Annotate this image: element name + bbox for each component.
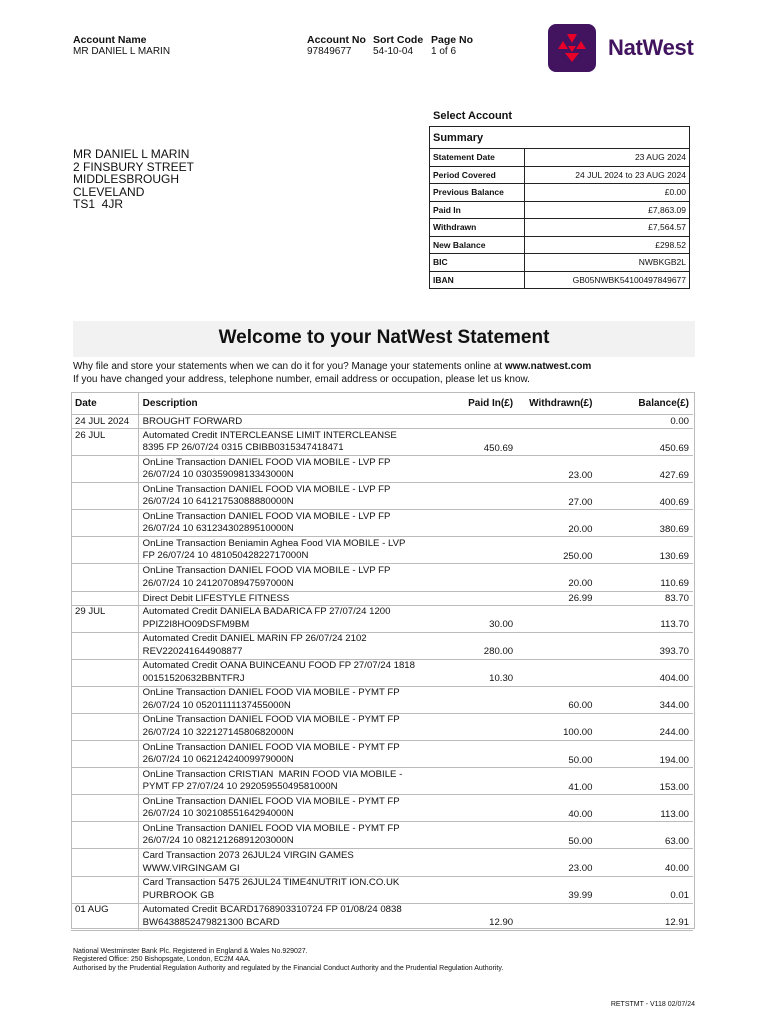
row-description	[138, 510, 448, 537]
row-description-line: Card Transaction 5475 26JUL24 TIME4NUTRIT ION.CO.UK	[142, 877, 400, 888]
row-paid-in	[448, 510, 517, 537]
row-description	[138, 605, 448, 632]
row-withdrawn: 39.99	[517, 876, 596, 903]
summary-row	[430, 271, 690, 289]
row-description-line: Automated Credit DANIEL MARIN FP 26/07/24 2102	[142, 633, 367, 645]
row-date	[71, 510, 138, 537]
row-date	[71, 741, 138, 768]
table-row	[71, 659, 693, 686]
table-row	[71, 876, 693, 903]
row-description-line: 26/07/24 10 05201111137455000N	[142, 699, 291, 711]
legal-footer	[73, 948, 503, 973]
row-description-line: OnLine Transaction Beniamin Aghea Food VIA MOBILE - LVP	[142, 537, 406, 549]
address-line: CLEVELAND	[73, 184, 145, 199]
sort-code: 54-10-04	[373, 46, 414, 57]
row-withdrawn	[517, 415, 596, 429]
summary-label: Withdrawn	[430, 219, 525, 237]
row-balance: 380.69	[596, 510, 693, 537]
row-balance: 40.00	[596, 849, 693, 876]
table-row	[71, 564, 693, 591]
table-row	[71, 537, 693, 564]
intro-line2: If you have changed your address, telephone number, email address or occupation, please let us know.	[73, 373, 530, 385]
row-balance: 0.00	[596, 415, 693, 429]
row-description	[138, 659, 448, 686]
row-withdrawn: 50.00	[517, 822, 596, 849]
row-description-line: 26/07/24 10 30210855164294000N	[142, 808, 294, 820]
row-date: 01 AUG	[71, 903, 138, 930]
summary-value: £7,564.57	[525, 219, 690, 237]
row-withdrawn: 20.00	[517, 564, 596, 591]
row-paid-in	[448, 741, 517, 768]
row-description-line: 26/07/24 10 64121753088880000N	[142, 496, 294, 508]
row-withdrawn: 23.00	[517, 456, 596, 483]
row-date: 29 JUL	[71, 605, 138, 632]
summary-row	[430, 149, 690, 167]
summary-value: GB05NWBK54100497849677	[525, 271, 690, 289]
row-description-line: Automated Credit INTERCLEANSE LIMIT INTERCLEANSE	[142, 429, 397, 441]
table-row	[71, 456, 693, 483]
table-row	[71, 632, 693, 659]
row-paid-in	[448, 822, 517, 849]
table-row	[71, 591, 693, 605]
table-row	[71, 483, 693, 510]
natwest-website-link[interactable]: www.natwest.com	[504, 361, 592, 372]
summary-value: £298.52	[525, 236, 690, 254]
row-paid-in	[448, 768, 517, 795]
row-withdrawn	[517, 903, 596, 930]
row-withdrawn: 50.00	[517, 741, 596, 768]
row-balance: 0.01	[596, 876, 693, 903]
row-description-line: 8395 FP 26/07/24 0315 CBIBB0315347418471	[142, 442, 344, 454]
address-line: MR DANIEL L MARIN	[73, 147, 190, 161]
summary-value: 23 AUG 2024	[525, 149, 690, 167]
row-description-line: PPIZ2I8HO09DSFM9BM	[142, 618, 250, 630]
row-description	[138, 849, 448, 876]
row-description	[138, 741, 448, 768]
row-paid-in: 450.69	[448, 429, 517, 456]
summary-row	[430, 219, 690, 237]
account-name: MR DANIEL L MARIN	[73, 46, 171, 57]
row-description	[138, 768, 448, 795]
row-date	[71, 876, 138, 903]
footer-line: National Westminster Bank Plc. Registered in England & Wales No.929027.	[73, 948, 308, 955]
row-balance: 113.70	[596, 605, 693, 632]
row-description-line: 26/07/24 10 06212424009979000N	[142, 754, 294, 766]
row-description-line: OnLine Transaction DANIEL FOOD VIA MOBILE - LVP FP	[142, 564, 391, 576]
summary-label: Statement Date	[430, 149, 525, 167]
row-withdrawn: 23.00	[517, 849, 596, 876]
row-balance: 113.00	[596, 795, 693, 822]
intro-text	[73, 361, 591, 386]
row-date	[71, 822, 138, 849]
row-date	[71, 713, 138, 740]
row-balance: 244.00	[596, 713, 693, 740]
row-description-line: PYMT FP 27/07/24 10 29205955049581000N	[142, 781, 338, 793]
sort-code-label: Sort Code	[373, 34, 424, 46]
row-description	[138, 903, 448, 930]
account-no: 97849677	[307, 46, 352, 57]
col-balance: Balance(£)	[596, 392, 693, 415]
natwest-chevron-icon	[548, 24, 596, 72]
row-description	[138, 795, 448, 822]
intro-line1: Why file and store your statements when we can do it for you? Manage your statements online at	[73, 361, 505, 372]
row-balance: 400.69	[596, 483, 693, 510]
row-description-line: Automated Credit DANIELA BADARICA FP 27/07/24 1200	[142, 606, 391, 618]
row-description-line: 26/07/24 10 32212714580682000N	[142, 727, 294, 739]
row-date	[71, 795, 138, 822]
row-paid-in	[448, 713, 517, 740]
summary-row	[430, 201, 690, 219]
row-date	[71, 659, 138, 686]
row-description	[138, 876, 448, 903]
summary-row	[430, 236, 690, 254]
row-paid-in	[448, 537, 517, 564]
table-row	[71, 849, 693, 876]
row-description-line: REV220241644908877	[142, 645, 243, 657]
welcome-title: Welcome to your NatWest Statement	[218, 327, 550, 348]
summary-label: Period Covered	[430, 166, 525, 184]
row-paid-in	[448, 795, 517, 822]
row-paid-in	[448, 686, 517, 713]
summary-table	[429, 126, 690, 289]
row-balance: 130.69	[596, 537, 693, 564]
row-date	[71, 537, 138, 564]
col-paid-in: Paid In(£)	[448, 392, 517, 415]
row-balance: 12.91	[596, 903, 693, 930]
row-description-line: Automated Credit BCARD1768903310724 FP 01/08/24 0838	[142, 904, 402, 916]
row-description-line: OnLine Transaction DANIEL FOOD VIA MOBILE - PYMT FP	[142, 795, 400, 807]
row-withdrawn	[517, 429, 596, 456]
col-withdrawn: Withdrawn(£)	[517, 392, 596, 415]
row-description	[138, 632, 448, 659]
row-description	[138, 415, 448, 429]
row-description	[138, 429, 448, 456]
row-withdrawn	[517, 659, 596, 686]
table-row	[71, 903, 693, 930]
summary-title: Summary	[430, 127, 690, 149]
row-description-line: OnLine Transaction CRISTIAN MARIN FOOD VIA MOBILE -	[142, 768, 403, 780]
row-description	[138, 564, 448, 591]
row-description	[138, 822, 448, 849]
row-withdrawn: 250.00	[517, 537, 596, 564]
row-description-line: 26/07/24 10 08212126891203000N	[142, 835, 294, 847]
row-balance: 194.00	[596, 741, 693, 768]
row-description-line: OnLine Transaction DANIEL FOOD VIA MOBILE - PYMT FP	[142, 687, 400, 699]
row-description-line: 26/07/24 10 63123430289510000N	[142, 523, 294, 535]
table-row	[71, 768, 693, 795]
row-withdrawn: 26.99	[517, 591, 596, 605]
row-date	[71, 686, 138, 713]
row-paid-in: 280.00	[448, 632, 517, 659]
row-date	[71, 564, 138, 591]
summary-row	[430, 254, 690, 272]
table-row	[71, 741, 693, 768]
row-paid-in: 30.00	[448, 605, 517, 632]
row-description-line: OnLine Transaction DANIEL FOOD VIA MOBILE - LVP FP	[142, 510, 391, 522]
row-description	[138, 713, 448, 740]
summary-value: 24 JUL 2024 to 23 AUG 2024	[525, 166, 690, 184]
row-description	[138, 456, 448, 483]
row-date	[71, 456, 138, 483]
row-description-line: OnLine Transaction DANIEL FOOD VIA MOBILE - LVP FP	[142, 483, 391, 495]
row-withdrawn	[517, 605, 596, 632]
address-line: TS1 4JR	[73, 197, 124, 211]
row-paid-in	[448, 849, 517, 876]
row-date: 24 JUL 2024	[71, 415, 138, 429]
row-balance: 344.00	[596, 686, 693, 713]
row-balance: 83.70	[596, 591, 693, 605]
footer-line: Authorised by the Prudential Regulation Authority and regulated by the Financial Conduct Authority and the Prudential Regulation Authority.	[73, 964, 504, 972]
summary-value: NWBKGB2L	[525, 254, 690, 272]
page-no-label: Page No	[431, 34, 474, 46]
page-no: 1 of 6	[431, 46, 457, 57]
table-row	[71, 415, 693, 429]
row-withdrawn: 60.00	[517, 686, 596, 713]
row-paid-in	[448, 415, 517, 429]
postal-address	[73, 148, 194, 211]
row-description-line: BROUGHT FORWARD	[142, 416, 243, 427]
row-paid-in: 12.90	[448, 903, 517, 930]
table-row	[71, 713, 693, 740]
document-reference: RETSTMT - V118 02/07/24	[610, 1001, 695, 1008]
row-paid-in	[448, 876, 517, 903]
row-description	[138, 591, 448, 605]
row-withdrawn: 41.00	[517, 768, 596, 795]
col-description: Description	[138, 392, 448, 415]
address-line: 2 FINSBURY STREET	[73, 159, 194, 174]
row-balance: 450.69	[596, 429, 693, 456]
row-balance: 404.00	[596, 659, 693, 686]
table-row	[71, 605, 693, 632]
row-description-line: OnLine Transaction DANIEL FOOD VIA MOBILE - PYMT FP	[142, 714, 400, 726]
row-description	[138, 483, 448, 510]
row-date	[71, 591, 138, 605]
table-row	[71, 686, 693, 713]
row-description-line: Card Transaction 2073 26JUL24 VIRGIN GAMES	[142, 849, 354, 861]
row-paid-in	[448, 456, 517, 483]
row-balance: 427.69	[596, 456, 693, 483]
row-date	[71, 632, 138, 659]
row-description-line: Automated Credit OANA BUINCEANU FOOD FP 27/07/24 1818	[142, 660, 415, 672]
row-description-line: BW6438852479821300 BCARD	[142, 916, 280, 928]
row-description-line: 26/07/24 10 03035909813343000N	[142, 469, 294, 481]
row-description	[138, 686, 448, 713]
row-description-line: PURBROOK GB	[142, 889, 215, 901]
row-date	[71, 849, 138, 876]
table-row	[71, 429, 693, 456]
row-withdrawn: 40.00	[517, 795, 596, 822]
summary-label: Previous Balance	[430, 184, 525, 202]
row-description-line: Direct Debit LIFESTYLE FITNESS	[142, 592, 290, 604]
account-name-label: Account Name	[73, 34, 147, 46]
summary-label: New Balance	[430, 236, 525, 254]
address-line: MIDDLESBROUGH	[73, 172, 180, 186]
summary-label: BIC	[430, 254, 525, 272]
row-description-line: FP 26/07/24 10 48105042822717000N	[142, 550, 309, 562]
row-paid-in: 10.30	[448, 659, 517, 686]
summary-row	[430, 166, 690, 184]
row-description-line: WWW.VIRGINGAM GI	[142, 862, 240, 874]
row-description-line: 00151520632BBNTFRJ	[142, 672, 245, 684]
row-date	[71, 483, 138, 510]
summary-row	[430, 184, 690, 202]
row-withdrawn	[517, 632, 596, 659]
row-balance: 393.70	[596, 632, 693, 659]
row-balance: 110.69	[596, 564, 693, 591]
row-paid-in	[448, 591, 517, 605]
summary-label: Paid In	[430, 201, 525, 219]
summary-value: £7,863.09	[525, 201, 690, 219]
summary-label: IBAN	[430, 271, 525, 289]
row-description-line: OnLine Transaction DANIEL FOOD VIA MOBILE - LVP FP	[142, 456, 391, 468]
row-balance: 153.00	[596, 768, 693, 795]
row-date	[71, 768, 138, 795]
row-withdrawn: 20.00	[517, 510, 596, 537]
table-row	[71, 510, 693, 537]
summary-value: £0.00	[525, 184, 690, 202]
natwest-logo	[548, 24, 694, 72]
row-description-line: OnLine Transaction DANIEL FOOD VIA MOBILE - PYMT FP	[142, 822, 400, 834]
row-withdrawn: 100.00	[517, 713, 596, 740]
row-description	[138, 537, 448, 564]
row-description-line: 26/07/24 10 24120708947597000N	[142, 577, 294, 589]
row-date: 26 JUL	[71, 429, 138, 456]
footer-line: Registered Office: 250 Bishopsgate, London, EC2M 4AA.	[73, 956, 251, 964]
row-withdrawn: 27.00	[517, 483, 596, 510]
col-date: Date	[71, 392, 138, 415]
select-account-heading: Select Account	[433, 110, 513, 122]
brand-name: NatWest	[608, 35, 694, 60]
table-row	[71, 795, 693, 822]
row-balance: 63.00	[596, 822, 693, 849]
transactions-table	[71, 392, 693, 931]
row-paid-in	[448, 564, 517, 591]
row-description-line: OnLine Transaction DANIEL FOOD VIA MOBILE - PYMT FP	[142, 741, 400, 753]
account-no-label: Account No	[307, 34, 366, 46]
table-row	[71, 822, 693, 849]
row-paid-in	[448, 483, 517, 510]
